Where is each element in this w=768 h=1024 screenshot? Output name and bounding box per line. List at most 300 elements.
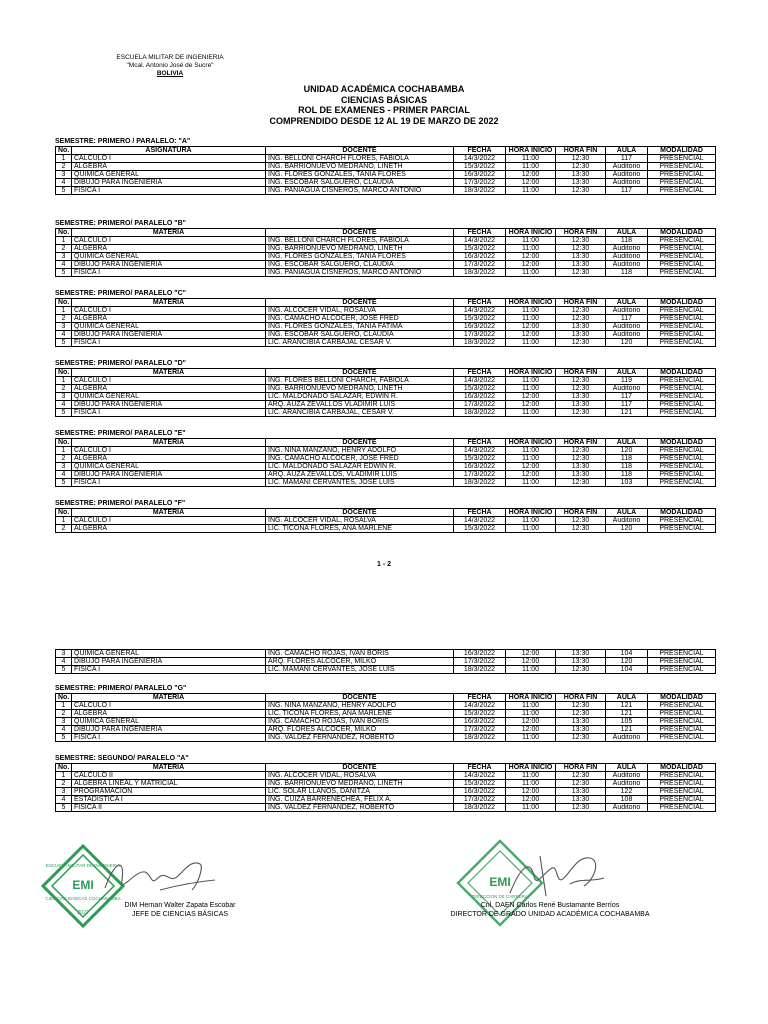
table-cell: ALGEBRA LINEAL Y MATRICIAL <box>72 780 266 788</box>
table-cell: 18/3/2022 <box>454 269 506 277</box>
column-header: DOCENTE <box>266 764 454 772</box>
section-title: SEMESTRE: PRIMERO/ PARALELO "F" <box>55 500 186 507</box>
column-header: MODALIDAD <box>648 509 716 517</box>
table-cell: 12:00 <box>506 788 556 796</box>
continuation-table <box>55 649 716 674</box>
table-cell: LIC. MAMANI CERVANTES, JOSE LUIS <box>266 666 454 674</box>
table-row <box>56 385 716 393</box>
table-cell: 13:30 <box>556 788 606 796</box>
table-cell: 13:30 <box>556 253 606 261</box>
column-header: HORA FIN <box>556 369 606 377</box>
column-header: DOCENTE <box>266 369 454 377</box>
column-header: AULA <box>606 694 648 702</box>
table-row <box>56 447 716 455</box>
table-row <box>56 323 716 331</box>
table-cell: 12:30 <box>556 385 606 393</box>
column-header: HORA INICIO <box>506 509 556 517</box>
table-cell: 12:00 <box>506 179 556 187</box>
table-cell: 12:00 <box>506 253 556 261</box>
table-cell: PRESENCIAL <box>648 261 716 269</box>
section-title: SEMESTRE: PRIMERO/ PARALELO "B" <box>55 220 186 227</box>
table-cell: 105 <box>606 718 648 726</box>
table-cell: CALCULO I <box>72 447 266 455</box>
table-cell: 11:00 <box>506 315 556 323</box>
table-cell: ING. BARRIONUEVO MEDRANO, LINETH <box>266 245 454 253</box>
column-header: HORA FIN <box>556 439 606 447</box>
stamp-left-text: EMI <box>72 878 94 892</box>
table-cell: 121 <box>606 702 648 710</box>
table-cell: 11:00 <box>506 187 556 195</box>
table-cell: 11:00 <box>506 804 556 812</box>
table-cell: ING. ALCOCER VIDAL, ROSALVA <box>266 307 454 315</box>
table-cell: 5 <box>56 804 72 812</box>
column-header: MODALIDAD <box>648 439 716 447</box>
column-header: MODALIDAD <box>648 299 716 307</box>
table-cell: 17/3/2022 <box>454 796 506 804</box>
table-cell: 12:00 <box>506 471 556 479</box>
table-cell: 118 <box>606 471 648 479</box>
table-cell: 104 <box>606 650 648 658</box>
table-row <box>56 517 716 525</box>
table-cell: 18/3/2022 <box>454 804 506 812</box>
table-cell: 5 <box>56 187 72 195</box>
table-cell: LIC. MALDONADO SALAZAR EDWIN R. <box>266 463 454 471</box>
schedule-section <box>55 754 715 812</box>
table-cell: 108 <box>606 796 648 804</box>
table-cell: DIBUJO PARA INGENIERIA <box>72 401 266 409</box>
table-cell: DIBUJO PARA INGENIERIA <box>72 179 266 187</box>
table-cell: 17/3/2022 <box>454 726 506 734</box>
table-cell: 2 <box>56 315 72 323</box>
table-cell: 13:30 <box>556 650 606 658</box>
table-cell: 11:00 <box>506 517 556 525</box>
table-cell: 120 <box>606 339 648 347</box>
table-cell: 11:00 <box>506 269 556 277</box>
table-cell: ING. BELLONI CHARCH FLORES, FABIOLA <box>266 155 454 163</box>
table-cell: 13:30 <box>556 179 606 187</box>
table-cell: 11:00 <box>506 307 556 315</box>
table-cell: ARQ. AUZA ZEVALLOS VLADIMIR LUIS <box>266 401 454 409</box>
table-cell: 2 <box>56 780 72 788</box>
table-cell: 12:00 <box>506 650 556 658</box>
table-cell: CALCULO I <box>72 155 266 163</box>
table-header-row <box>56 509 716 517</box>
table-cell: FISICA I <box>72 479 266 487</box>
table-cell: QUIMICA GENERAL <box>72 253 266 261</box>
table-cell: 5 <box>56 479 72 487</box>
table-cell: ING. BARRIONUEVO MEDRANO, LINETH <box>266 385 454 393</box>
table-cell: PRESENCIAL <box>648 245 716 253</box>
table-cell: 12:00 <box>506 401 556 409</box>
column-header: HORA FIN <box>556 509 606 517</box>
table-cell: Auditorio <box>606 179 648 187</box>
table-cell: 12:00 <box>506 261 556 269</box>
table-cell: PRESENCIAL <box>648 187 716 195</box>
table-cell: 11:00 <box>506 525 556 533</box>
table-cell: 14/3/2022 <box>454 237 506 245</box>
table-cell: 1 <box>56 237 72 245</box>
schedule-section <box>55 359 715 417</box>
table-cell: 15/3/2022 <box>454 163 506 171</box>
table-row <box>56 463 716 471</box>
table-row <box>56 245 716 253</box>
table-cell: ALGEBRA <box>72 710 266 718</box>
table-header-row <box>56 764 716 772</box>
table-cell: 117 <box>606 393 648 401</box>
table-cell: 11:00 <box>506 385 556 393</box>
table-cell: Auditorio <box>606 245 648 253</box>
column-header: HORA FIN <box>556 694 606 702</box>
table-cell: CALCULO I <box>72 517 266 525</box>
table-cell: 13:30 <box>556 726 606 734</box>
table-cell: 12:30 <box>556 269 606 277</box>
table-cell: 4 <box>56 471 72 479</box>
table-cell: ING. NINA MANZANO, HENRY ADOLFO <box>266 702 454 710</box>
column-header: ASIGNATURA <box>72 147 266 155</box>
stamp-right-sub: DIRECCION DE CARRERA <box>471 894 529 899</box>
column-header: HORA INICIO <box>506 299 556 307</box>
schedule-table <box>55 763 716 812</box>
table-cell: 2 <box>56 525 72 533</box>
table-cell: PRESENCIAL <box>648 455 716 463</box>
table-cell: 15/3/2022 <box>454 525 506 533</box>
table-cell: CALCULO I <box>72 377 266 385</box>
table-cell: ING. PANIAGUA CISNEROS, MARCO ANTONIO <box>266 187 454 195</box>
column-header: HORA FIN <box>556 764 606 772</box>
table-cell: 118 <box>606 463 648 471</box>
table-cell: 4 <box>56 179 72 187</box>
table-row <box>56 307 716 315</box>
column-header: MODALIDAD <box>648 229 716 237</box>
table-row <box>56 734 716 742</box>
document-title <box>0 84 768 126</box>
continuation-section <box>55 649 715 674</box>
table-cell: PRESENCIAL <box>648 650 716 658</box>
table-cell: 2 <box>56 710 72 718</box>
title-line-2: CIENCIAS BÁSICAS <box>340 94 427 105</box>
column-header: AULA <box>606 764 648 772</box>
table-cell: 5 <box>56 269 72 277</box>
table-cell: 11:00 <box>506 710 556 718</box>
table-cell: PRESENCIAL <box>648 171 716 179</box>
table-row <box>56 726 716 734</box>
table-cell: 11:00 <box>506 409 556 417</box>
table-cell: 3 <box>56 718 72 726</box>
table-row <box>56 171 716 179</box>
table-row <box>56 331 716 339</box>
table-cell: 12:30 <box>556 772 606 780</box>
section-title: SEMESTRE: PRIMERO / PARALELO: "A" <box>55 138 191 145</box>
table-cell: 118 <box>606 269 648 277</box>
table-cell: ALGEBRA <box>72 315 266 323</box>
table-cell: 11:00 <box>506 780 556 788</box>
table-cell: 12:30 <box>556 307 606 315</box>
table-cell: 12:30 <box>556 525 606 533</box>
table-cell: ALGEBRA <box>72 245 266 253</box>
column-header: DOCENTE <box>266 694 454 702</box>
table-cell: 11:00 <box>506 455 556 463</box>
column-header: MATERIA <box>72 299 266 307</box>
table-row <box>56 261 716 269</box>
table-cell: 12:00 <box>506 171 556 179</box>
table-cell: 11:00 <box>506 339 556 347</box>
table-cell: 121 <box>606 726 648 734</box>
table-cell: 104 <box>606 666 648 674</box>
table-cell: 117 <box>606 315 648 323</box>
section-title: SEMESTRE: PRIMERO/ PARALELO "G" <box>55 685 187 692</box>
table-cell: ING. VALDEZ FERNANDEZ, ROBERTO <box>266 734 454 742</box>
table-cell: FISICA I <box>72 339 266 347</box>
table-cell: PRESENCIAL <box>648 710 716 718</box>
table-cell: 3 <box>56 171 72 179</box>
table-cell: 120 <box>606 658 648 666</box>
table-cell: ING. CUIZA BARRENECHEA, FELIX A. <box>266 796 454 804</box>
table-cell: PRESENCIAL <box>648 163 716 171</box>
table-cell: PRESENCIAL <box>648 323 716 331</box>
table-cell: 2 <box>56 455 72 463</box>
table-cell: PRESENCIAL <box>648 307 716 315</box>
table-cell: ALGEBRA <box>72 455 266 463</box>
column-header: DOCENTE <box>266 299 454 307</box>
table-cell: LIC. ARANCIBIA CARBAJAL CESAR V. <box>266 339 454 347</box>
column-header: HORA INICIO <box>506 369 556 377</box>
table-cell: 11:00 <box>506 702 556 710</box>
table-cell: 15/3/2022 <box>454 780 506 788</box>
column-header: No. <box>56 509 72 517</box>
institution-country: BOLIVIA <box>156 70 184 77</box>
stamp-left-year: 2022 <box>77 910 89 916</box>
column-header: MATERIA <box>72 764 266 772</box>
table-cell: 13:30 <box>556 796 606 804</box>
signature-right-icon <box>500 848 610 903</box>
column-header: HORA INICIO <box>506 764 556 772</box>
table-cell: 17/3/2022 <box>454 261 506 269</box>
table-cell: 4 <box>56 261 72 269</box>
table-cell: QUIMICA GENERAL <box>72 718 266 726</box>
table-cell: 11:00 <box>506 734 556 742</box>
table-cell: Auditorio <box>606 163 648 171</box>
table-cell: 120 <box>606 525 648 533</box>
table-cell: 11:00 <box>506 666 556 674</box>
table-cell: PRESENCIAL <box>648 658 716 666</box>
section-title: SEMESTRE: PRIMERO/ PARALELO "D" <box>55 360 186 367</box>
table-cell: PRESENCIAL <box>648 517 716 525</box>
table-cell: 11:00 <box>506 245 556 253</box>
column-header: AULA <box>606 509 648 517</box>
table-cell: 1 <box>56 155 72 163</box>
column-header: HORA FIN <box>556 299 606 307</box>
table-cell: 12:00 <box>506 323 556 331</box>
table-cell: Auditorio <box>606 517 648 525</box>
table-cell: 13:30 <box>556 718 606 726</box>
table-cell: 3 <box>56 393 72 401</box>
table-cell: 12:30 <box>556 409 606 417</box>
table-cell: ARQ. FLORES ALCOCER, MILKO <box>266 726 454 734</box>
column-header: DOCENTE <box>266 147 454 155</box>
column-header: FECHA <box>454 509 506 517</box>
column-header: AULA <box>606 147 648 155</box>
table-cell: FISICA II <box>72 804 266 812</box>
table-cell: 12:00 <box>506 463 556 471</box>
table-cell: ALGEBRA <box>72 163 266 171</box>
column-header: AULA <box>606 439 648 447</box>
schedule-section <box>55 429 715 487</box>
table-cell: LIC. SOLAR LLANOS, DANITZA <box>266 788 454 796</box>
table-cell: ING. FLORES GONZALES, TANIA FATIMA <box>266 323 454 331</box>
table-cell: 11:00 <box>506 479 556 487</box>
table-cell: Auditorio <box>606 323 648 331</box>
table-cell: 1 <box>56 307 72 315</box>
table-cell: 119 <box>606 377 648 385</box>
table-cell: 11:00 <box>506 772 556 780</box>
schedule-section <box>55 499 715 533</box>
table-cell: QUIMICA GENERAL <box>72 393 266 401</box>
table-cell: 15/3/2022 <box>454 315 506 323</box>
table-cell: 18/3/2022 <box>454 734 506 742</box>
table-row <box>56 804 716 812</box>
table-row <box>56 269 716 277</box>
table-row <box>56 393 716 401</box>
signature-left <box>95 902 265 919</box>
table-cell: 12:30 <box>556 479 606 487</box>
table-cell: PRESENCIAL <box>648 463 716 471</box>
table-cell: FISICA I <box>72 666 266 674</box>
table-cell: PRESENCIAL <box>648 447 716 455</box>
table-cell: 120 <box>606 447 648 455</box>
table-cell: 12:00 <box>506 726 556 734</box>
column-header: FECHA <box>454 229 506 237</box>
table-cell: 118 <box>606 237 648 245</box>
column-header: FECHA <box>454 439 506 447</box>
table-cell: PRESENCIAL <box>648 253 716 261</box>
table-row <box>56 471 716 479</box>
table-row <box>56 315 716 323</box>
schedule-table <box>55 146 716 195</box>
table-row <box>56 479 716 487</box>
table-cell: CALCULO II <box>72 772 266 780</box>
table-cell: PRESENCIAL <box>648 385 716 393</box>
table-cell: ALGEBRA <box>72 385 266 393</box>
table-cell: DIBUJO PARA INGENIERIA <box>72 726 266 734</box>
title-line-3: ROL DE EXAMENES - PRIMER PARCIAL <box>298 105 470 115</box>
table-cell: PRESENCIAL <box>648 331 716 339</box>
table-cell: 13:30 <box>556 463 606 471</box>
table-cell: Auditorio <box>606 804 648 812</box>
table-cell: PRESENCIAL <box>648 479 716 487</box>
table-cell: PRESENCIAL <box>648 409 716 417</box>
table-header-row <box>56 147 716 155</box>
table-cell: Auditorio <box>606 772 648 780</box>
schedule-section <box>55 289 715 347</box>
table-cell: ING. ESCOBAR SALGUERO, CLAUDIA <box>266 331 454 339</box>
table-cell: Auditorio <box>606 253 648 261</box>
column-header: FECHA <box>454 694 506 702</box>
table-row <box>56 710 716 718</box>
table-cell: 12:30 <box>556 377 606 385</box>
table-cell: PRESENCIAL <box>648 269 716 277</box>
table-header-row <box>56 439 716 447</box>
table-cell: 11:00 <box>506 163 556 171</box>
table-cell: 12:00 <box>506 331 556 339</box>
table-cell: 16/3/2022 <box>454 650 506 658</box>
table-header-row <box>56 694 716 702</box>
table-cell: ARQ. FLORES ALCOCER, MILKO <box>266 658 454 666</box>
table-cell: 17/3/2022 <box>454 401 506 409</box>
table-cell: 4 <box>56 726 72 734</box>
table-cell: 12:00 <box>506 718 556 726</box>
column-header: FECHA <box>454 147 506 155</box>
table-cell: PRESENCIAL <box>648 666 716 674</box>
table-row <box>56 780 716 788</box>
column-header: MATERIA <box>72 369 266 377</box>
table-cell: 5 <box>56 409 72 417</box>
table-cell: 13:30 <box>556 331 606 339</box>
table-cell: 1 <box>56 772 72 780</box>
column-header: No. <box>56 299 72 307</box>
table-cell: 12:30 <box>556 804 606 812</box>
table-cell: 12:30 <box>556 710 606 718</box>
column-header: MATERIA <box>72 509 266 517</box>
table-cell: ING. FLORES GONZALES, TANIA FLORES <box>266 253 454 261</box>
table-cell: ING. CAMACHO ALCOCER, JOSE FRED <box>266 315 454 323</box>
institution-name: ESCUELA MILITAR DE INGENIERIA <box>116 54 224 61</box>
table-cell: 18/3/2022 <box>454 666 506 674</box>
section-title: SEMESTRE: PRIMERO/ PARALELO "E" <box>55 430 186 437</box>
table-cell: Auditorio <box>606 307 648 315</box>
column-header: FECHA <box>454 299 506 307</box>
table-cell: 14/3/2022 <box>454 155 506 163</box>
column-header: MATERIA <box>72 229 266 237</box>
table-cell: 5 <box>56 666 72 674</box>
table-cell: 3 <box>56 463 72 471</box>
table-cell: 2 <box>56 163 72 171</box>
column-header: MATERIA <box>72 694 266 702</box>
table-cell: FISICA I <box>72 409 266 417</box>
table-cell: CALCULO I <box>72 702 266 710</box>
table-cell: PRESENCIAL <box>648 155 716 163</box>
table-cell: LIC. ARANCIBIA CARBAJAL, CESAR V. <box>266 409 454 417</box>
table-cell: 121 <box>606 409 648 417</box>
table-cell: Auditorio <box>606 261 648 269</box>
table-cell: 13:30 <box>556 393 606 401</box>
table-cell: PRESENCIAL <box>648 702 716 710</box>
table-cell: FISICA I <box>72 269 266 277</box>
table-cell: 16/3/2022 <box>454 463 506 471</box>
table-cell: FISICA I <box>72 187 266 195</box>
table-cell: PRESENCIAL <box>648 471 716 479</box>
table-cell: 103 <box>606 479 648 487</box>
table-cell: 12:30 <box>556 666 606 674</box>
table-cell: 12:30 <box>556 734 606 742</box>
table-cell: ING. BARRIONUEVO MEDRANO, LINETH <box>266 163 454 171</box>
table-row <box>56 253 716 261</box>
column-header: AULA <box>606 299 648 307</box>
table-cell: 121 <box>606 710 648 718</box>
table-cell: DIBUJO PARA INGENIERIA <box>72 261 266 269</box>
table-row <box>56 409 716 417</box>
table-cell: LIC. TICONA FLORES, ANA MARLENE <box>266 710 454 718</box>
table-cell: LIC. MALDONADO SALAZAR, EDWIN R. <box>266 393 454 401</box>
table-header-row <box>56 369 716 377</box>
table-cell: 11:00 <box>506 237 556 245</box>
table-cell: 4 <box>56 331 72 339</box>
table-cell: PRESENCIAL <box>648 179 716 187</box>
table-cell: 12:30 <box>556 702 606 710</box>
column-header: DOCENTE <box>266 509 454 517</box>
column-header: HORA INICIO <box>506 439 556 447</box>
table-cell: PRESENCIAL <box>648 401 716 409</box>
table-cell: 12:30 <box>556 187 606 195</box>
